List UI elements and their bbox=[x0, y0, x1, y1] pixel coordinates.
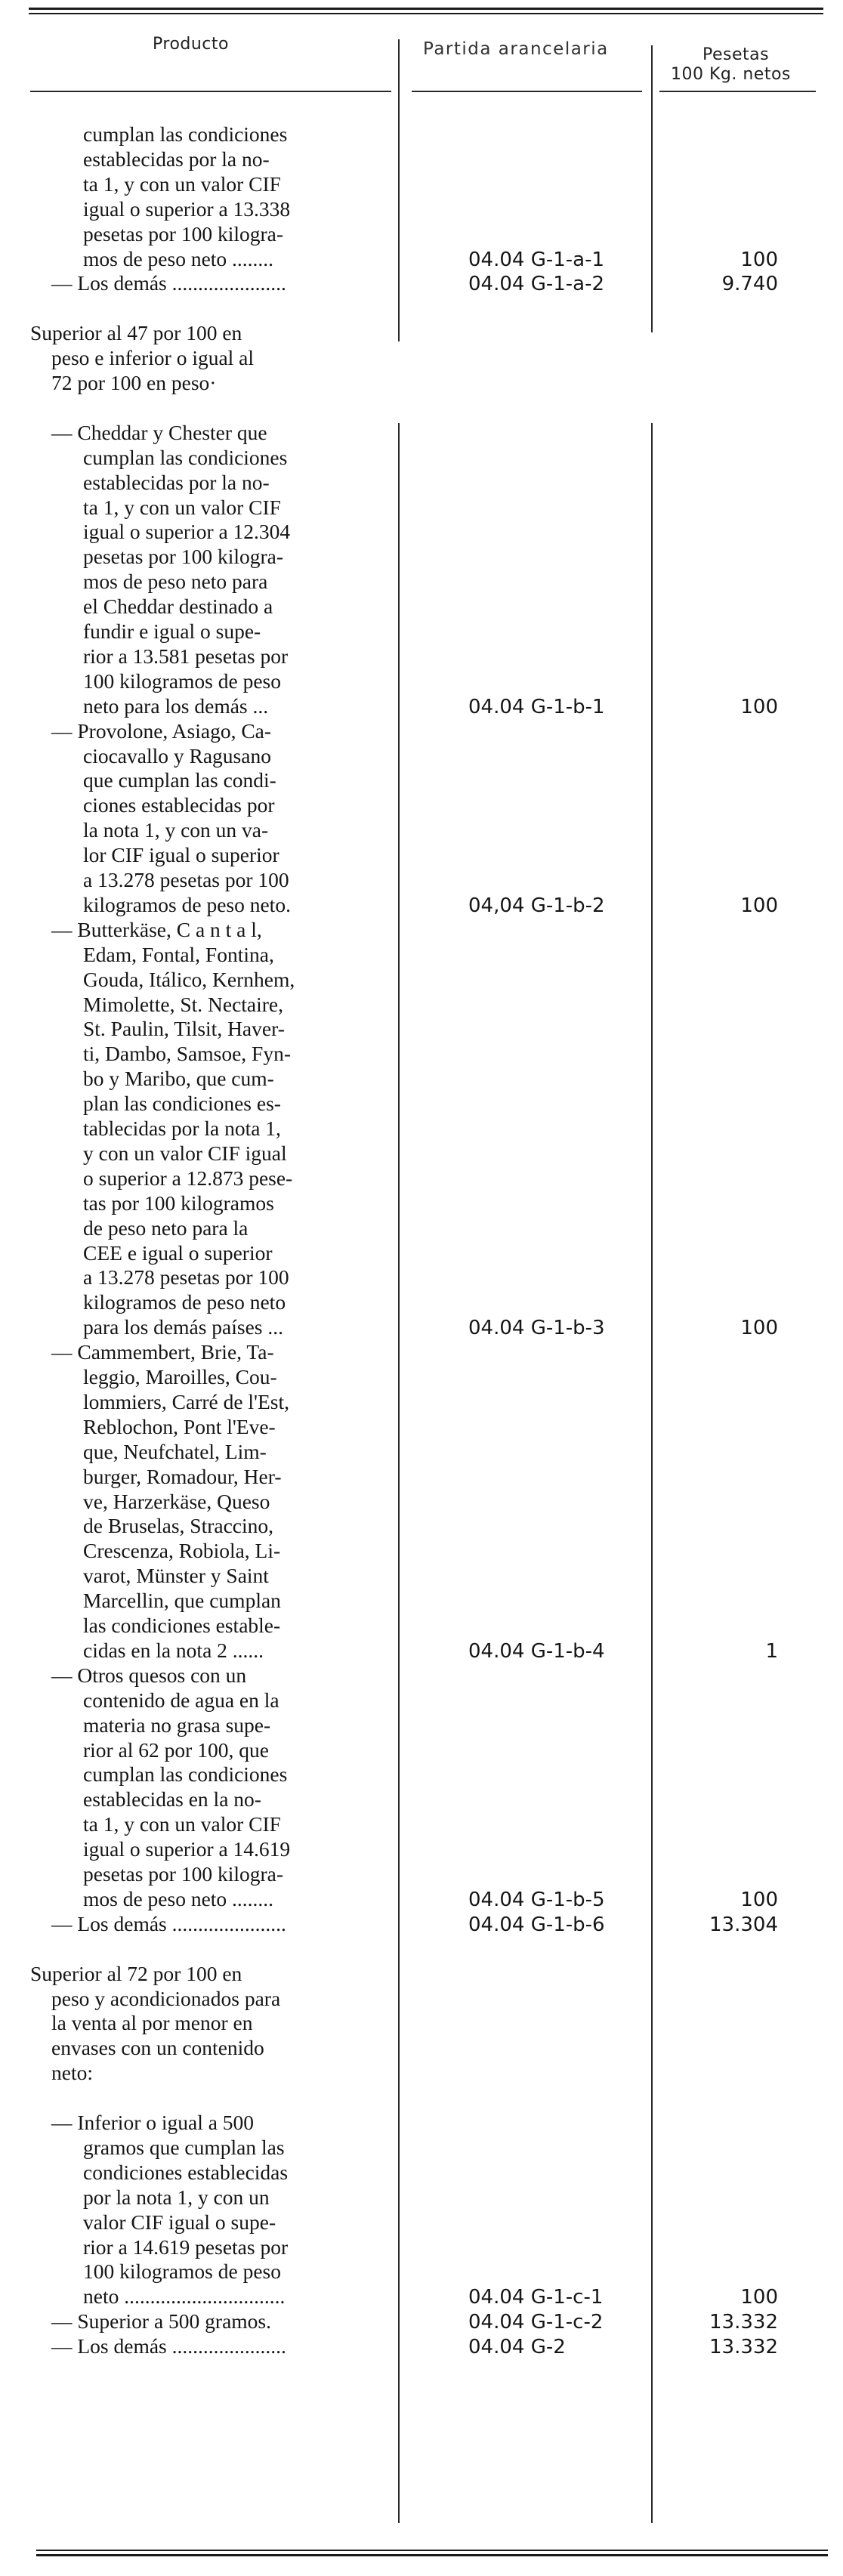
product-text-line: cumplan las condiciones bbox=[83, 122, 288, 146]
product-text-line: establecidas por la no- bbox=[83, 147, 270, 171]
product-text-line: envases con un contenido bbox=[51, 2036, 264, 2060]
product-text-line: mos de peso neto ........ bbox=[83, 246, 274, 270]
product-text-line: ta 1, y con un valor CIF bbox=[83, 171, 281, 196]
product-text-line: — Inferior o igual a 500 bbox=[51, 2111, 255, 2134]
tariff-code: 04,04 G-1-b-2 bbox=[468, 894, 605, 917]
tariff-code: 04.04 G-1-c-1 bbox=[468, 2286, 604, 2309]
product-text-line: cidas en la nota 2 ...... bbox=[83, 1638, 264, 1662]
product-text-line: — Los demás ...................... bbox=[51, 271, 286, 295]
tariff-code: 04.04 G-2 bbox=[468, 2336, 566, 2359]
product-text-line: rior al 62 por 100, que bbox=[83, 1737, 269, 1762]
product-text-line: las condiciones estable- bbox=[83, 1614, 281, 1637]
product-text-line: condiciones establecidas bbox=[83, 2160, 289, 2184]
product-text-line: por la nota 1, y con un bbox=[83, 2185, 270, 2209]
product-text-line: el Cheddar destinado a bbox=[83, 595, 273, 619]
product-text-line: varot, Münster y Saint bbox=[83, 1564, 269, 1588]
product-text-line: 100 kilogramos de peso bbox=[83, 2259, 281, 2284]
product-text-line: tablecidas por la nota 1, bbox=[83, 1117, 281, 1140]
product-text-line: plan las condiciones es- bbox=[83, 1092, 281, 1116]
tariff-code: 04.04 G-1-b-4 bbox=[468, 1639, 605, 1663]
product-text-line: — Cheddar y Chester que bbox=[51, 420, 267, 444]
column-divider-2 bbox=[651, 423, 653, 2523]
product-text-line: Reblochon, Pont l'Eve- bbox=[83, 1414, 276, 1438]
product-text-line: que cumplan las condi- bbox=[83, 768, 276, 792]
product-text-line: Superior al 47 por 100 en bbox=[30, 321, 242, 345]
product-text-line: fundir e igual o supe- bbox=[83, 619, 261, 643]
product-text-line: y con un valor CIF igual bbox=[83, 1141, 287, 1165]
pesetas-value: 13.332 bbox=[709, 2336, 778, 2359]
pesetas-value: 9.740 bbox=[721, 273, 778, 296]
product-text-line: rior a 14.619 pesetas por bbox=[83, 2235, 289, 2259]
product-text-line: cumplan las condiciones bbox=[83, 1762, 288, 1787]
column-divider-2-top bbox=[651, 45, 653, 332]
product-text-line: — Superior a 500 gramos. bbox=[51, 2309, 271, 2334]
tariff-code: 04.04 G-1-a-2 bbox=[468, 273, 605, 296]
product-text-line: burger, Romadour, Her- bbox=[83, 1464, 282, 1488]
top-rule-thick bbox=[29, 8, 823, 10]
column-divider-1 bbox=[398, 423, 400, 2523]
pesetas-value: 13.332 bbox=[709, 2311, 778, 2334]
pesetas-value: 100 bbox=[740, 2286, 778, 2309]
product-text-line: igual o superior a 13.338 bbox=[83, 196, 291, 221]
product-text-line: mos de peso neto ........ bbox=[83, 1886, 274, 1910]
tariff-code: 04.04 G-1-b-6 bbox=[468, 1913, 605, 1936]
tariff-code: 04.04 G-1-b-3 bbox=[468, 1317, 605, 1340]
product-text-line: de peso neto para la bbox=[83, 1215, 249, 1240]
product-text-line: establecidas en la no- bbox=[83, 1787, 261, 1812]
header-producto: Producto bbox=[153, 35, 229, 54]
top-rule-thin bbox=[29, 13, 823, 14]
product-text-line: St. Paulin, Tilsit, Haver- bbox=[83, 1017, 285, 1041]
product-text-line: mos de peso neto para bbox=[83, 570, 268, 594]
product-text-line: bo y Maribo, que cum- bbox=[83, 1067, 274, 1091]
header-underline-partida bbox=[412, 91, 642, 92]
product-text-line: 100 kilogramos de peso bbox=[83, 669, 281, 693]
tariff-code: 04.04 G-1-a-1 bbox=[468, 248, 605, 271]
product-text-line: contenido de agua en la bbox=[83, 1688, 279, 1712]
product-text-line: neto ............................... bbox=[83, 2284, 286, 2309]
header-underline-producto bbox=[30, 91, 391, 92]
tariff-code: 04.04 G-1-c-2 bbox=[468, 2311, 604, 2334]
product-text-line: la venta al por menor en bbox=[51, 2011, 253, 2035]
product-text-line: de Bruselas, Straccino, bbox=[83, 1514, 274, 1538]
product-text-line: — Cammembert, Brie, Ta- bbox=[51, 1340, 274, 1364]
product-text-line: a 13.278 pesetas por 100 bbox=[83, 868, 289, 891]
header-partida: Partida arancelaria bbox=[423, 39, 609, 59]
product-text-line: igual o superior a 14.619 bbox=[83, 1837, 291, 1861]
product-text-line: ciocavallo y Ragusano bbox=[83, 743, 271, 768]
header-pesetas: Pesetas bbox=[702, 45, 770, 64]
product-text-line: pesetas por 100 kilogra- bbox=[83, 221, 283, 246]
product-text-line: para los demás países ... bbox=[83, 1315, 283, 1339]
product-text-line: que, Neufchatel, Lim- bbox=[83, 1439, 267, 1463]
product-text-line: pesetas por 100 kilogra- bbox=[83, 545, 283, 569]
product-text-line: la nota 1, y con un va- bbox=[83, 818, 269, 842]
pesetas-value: 100 bbox=[740, 695, 778, 718]
pesetas-value: 100 bbox=[740, 248, 778, 271]
product-text-line: materia no grasa supe- bbox=[83, 1713, 271, 1737]
product-text-line: ti, Dambo, Samsoe, Fyn- bbox=[83, 1042, 291, 1066]
pesetas-value: 100 bbox=[740, 1317, 778, 1340]
product-text-line: rior a 13.581 pesetas por bbox=[83, 644, 289, 668]
product-text-line: — Los demás ...................... bbox=[51, 1911, 286, 1935]
product-text-line: valor CIF igual o supe- bbox=[83, 2210, 276, 2234]
product-text-line: Gouda, Itálico, Kernhem, bbox=[83, 967, 295, 991]
product-text-line: — Butterkäse, C a n t a l, bbox=[51, 917, 262, 941]
column-divider-1-top bbox=[398, 39, 400, 341]
tariff-code: 04.04 G-1-b-1 bbox=[468, 695, 605, 718]
product-text-line: Superior al 72 por 100 en bbox=[30, 1961, 242, 1985]
product-text-line: — Provolone, Asiago, Ca- bbox=[51, 718, 272, 743]
product-text-line: ve, Harzerkäse, Queso bbox=[83, 1489, 270, 1513]
product-text-line: Edam, Fontal, Fontina, bbox=[83, 942, 274, 966]
product-text-line: neto: bbox=[51, 2061, 93, 2085]
product-text-line: peso y acondicionados para bbox=[51, 1986, 281, 2010]
product-text-line: pesetas por 100 kilogra- bbox=[83, 1862, 283, 1886]
product-text-line: cumplan las condiciones bbox=[83, 445, 288, 469]
product-text-line: igual o superior a 12.304 bbox=[83, 520, 291, 544]
product-text-line: establecidas por la no- bbox=[83, 470, 270, 494]
product-text-line: peso e inferior o igual al bbox=[51, 346, 255, 370]
product-text-line: ta 1, y con un valor CIF bbox=[83, 1812, 281, 1836]
pesetas-value: 1 bbox=[765, 1639, 778, 1663]
bottom-rule-thin bbox=[36, 2550, 828, 2551]
product-text-line: Crescenza, Robiola, Li- bbox=[83, 1539, 281, 1563]
product-text-line: neto para los demás ... bbox=[83, 693, 269, 718]
product-text-line: — Los demás ...................... bbox=[51, 2334, 286, 2358]
header-underline-pesetas bbox=[659, 91, 816, 92]
product-text-line: ciones establecidas por bbox=[83, 793, 275, 817]
product-text-line: kilogramos de peso neto bbox=[83, 1290, 286, 1314]
product-text-line: leggio, Maroilles, Cou- bbox=[83, 1365, 277, 1388]
product-text-line: lor CIF igual o superior bbox=[83, 843, 279, 867]
product-text-line: Marcellin, que cumplan bbox=[83, 1589, 281, 1613]
product-text-line: o superior a 12.873 pese- bbox=[83, 1166, 293, 1190]
pesetas-value: 100 bbox=[740, 1888, 778, 1911]
product-text-line: kilogramos de peso neto. bbox=[83, 892, 291, 916]
product-text-line: CEE e igual o superior bbox=[83, 1240, 273, 1265]
product-text-line: tas por 100 kilogramos bbox=[83, 1191, 274, 1215]
product-text-line: a 13.278 pesetas por 100 bbox=[83, 1265, 289, 1290]
tariff-code: 04.04 G-1-b-5 bbox=[468, 1888, 605, 1911]
pesetas-value: 100 bbox=[740, 894, 778, 917]
bottom-rule-thick bbox=[36, 2554, 828, 2556]
product-text-line: — Otros quesos con un bbox=[51, 1663, 247, 1687]
product-text-line: 72 por 100 en peso· bbox=[51, 371, 217, 394]
header-pesetas-unit: 100 Kg. netos bbox=[671, 65, 791, 84]
product-text-line: Mimolette, St. Nectaire, bbox=[83, 992, 283, 1016]
product-text-line: gramos que cumplan las bbox=[83, 2135, 285, 2159]
product-text-line: lommiers, Carré de l'Est, bbox=[83, 1389, 290, 1413]
product-text-line: ta 1, y con un valor CIF bbox=[83, 495, 281, 519]
pesetas-value: 13.304 bbox=[709, 1913, 778, 1936]
